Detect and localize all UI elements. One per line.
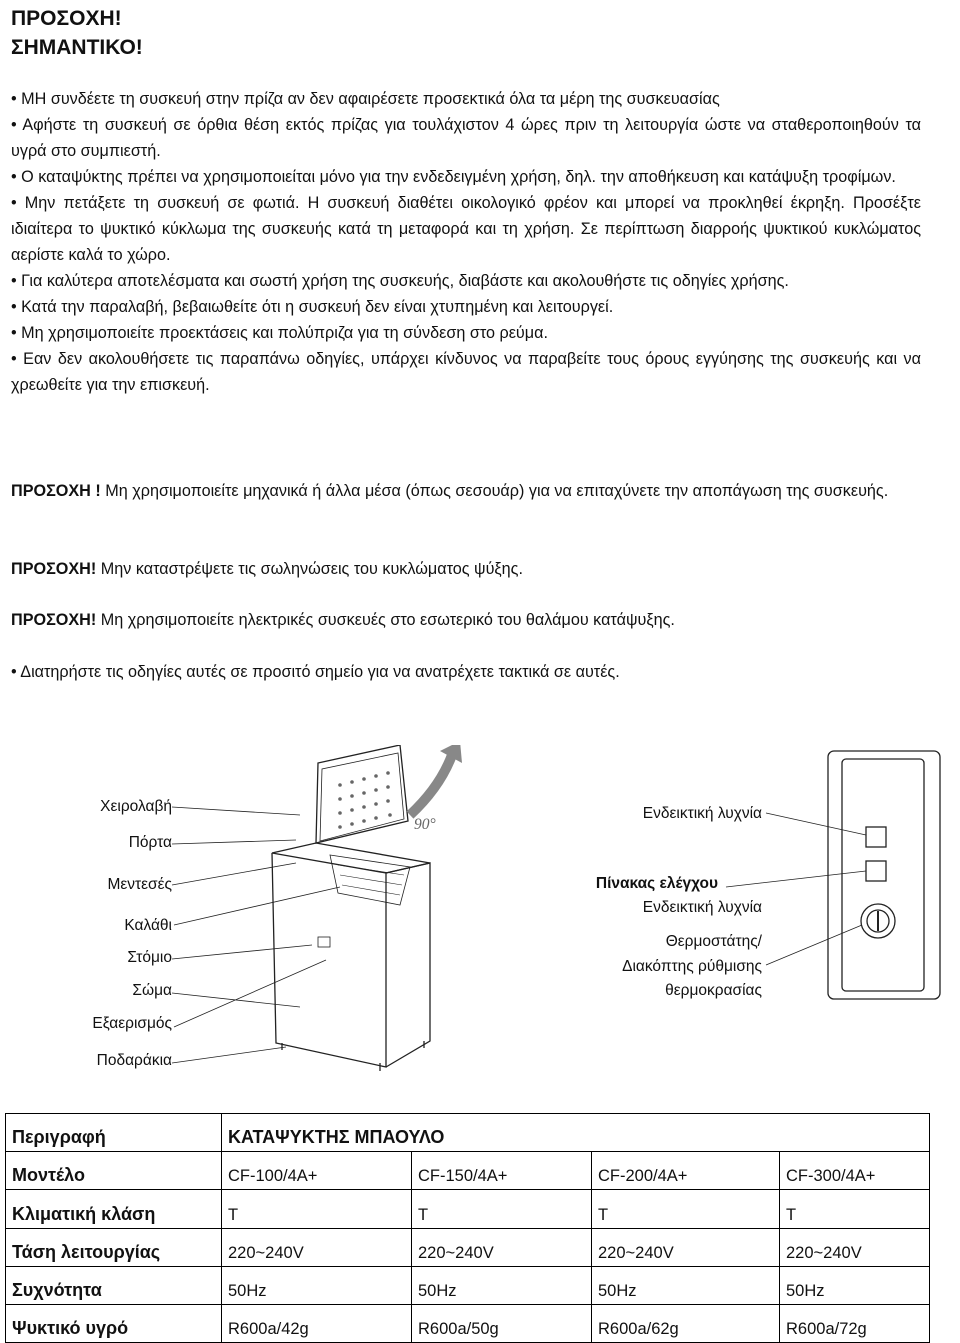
warning-label: ΠΡΟΣΟΧΗ! [11, 560, 97, 578]
bullet-item: • ΜΗ συνδέετε τη συσκευή στην πρίζα αν δεν αφαιρέσετε προσεκτικά όλα τα μέρη της συσκευασίας [11, 90, 720, 108]
label-thermostat-switch: Διακόπτης ρύθμισης [622, 958, 762, 975]
cell-value: 50Hz [780, 1266, 930, 1304]
bullet-item: • Κατά την παραλαβή, βεβαιωθείτε ότι η συσκευή δεν είναι χτυπημένη και λειτουργεί. [11, 298, 614, 316]
bullet-item: • Μη χρησιμοποιείτε προεκτάσεις και πολύπριζα για τη σύνδεση στο ρεύμα. [11, 324, 548, 342]
cell-value: 50Hz [222, 1266, 412, 1304]
label-control-panel: Πίνακας ελέγχου [595, 875, 718, 892]
title-line-important: ΣΗΜΑΝΤΙΚΟ! [11, 36, 143, 59]
label-basket: Καλάθι [124, 917, 172, 934]
table-row [6, 1304, 930, 1342]
cell-value: 220~240V [592, 1228, 780, 1266]
label-indicator-top: Ενδεικτική λυχνία [642, 805, 762, 822]
table-row [6, 1114, 930, 1152]
page-title [11, 4, 143, 62]
warning-electrical [11, 607, 921, 633]
angle-label: 90° [414, 816, 436, 833]
label-handle: Χειρολαβή [100, 798, 172, 815]
cell-value: 50Hz [412, 1266, 592, 1304]
cell-value: 220~240V [412, 1228, 592, 1266]
cell-value: T [412, 1190, 592, 1228]
table-row [6, 1152, 930, 1190]
cell-row-label: Τάση λειτουργίας [6, 1228, 222, 1266]
warning-text: Μην καταστρέψετε τις σωληνώσεις του κυκλώματος ψύξης. [96, 560, 523, 578]
cell-row-label: Ψυκτικό υγρό [6, 1304, 222, 1342]
cell-row-label: Κλιματική κλάση [6, 1190, 222, 1228]
label-thermostat: Θερμοστάτης/ [665, 933, 762, 950]
table-row [6, 1190, 930, 1228]
freezer-diagram [0, 745, 960, 1080]
bullet-list [11, 86, 921, 398]
warning-defrost [11, 478, 921, 504]
cell-value: R600a/50g [412, 1304, 592, 1342]
cell-value: R600a/42g [222, 1304, 412, 1342]
cell-value: T [592, 1190, 780, 1228]
warning-label: ΠΡΟΣΟΧΗ! [11, 611, 97, 629]
label-body: Σώμα [132, 982, 172, 999]
spec-table [5, 1113, 930, 1343]
bullet-item: • Μην πετάξετε τη συσκευή σε φωτιά. Η συσκευή διαθέτει οικολογικό φρέον και μπορεί να προκληθεί έκρηξη. Προσέξτε ιδιαίτερα το ψυκτικό κύκλωμα της συσκευής κατά τη μεταφορά και τη χρήση. Σε περίπτωση διαρροής ψυκτικού κυκλώματος αερίστε καλά το χώρο. [11, 194, 921, 264]
warning-pipes [11, 556, 921, 582]
label-vent: Εξαερισμός [92, 1015, 172, 1032]
bullet-item: • Αφήστε τη συσκευή σε όρθια θέση εκτός πρίζας για τουλάχιστον 4 ώρες πριν τη λειτουργία ώστε να σταθεροποιηθούν τα υγρά στο συμπιεστή. [11, 116, 921, 160]
warning-text: Μη χρησιμοποιείτε μηχανικά ή άλλα μέσα (όπως σεσουάρ) για να επιταχύνετε την αποπάγωση της συσκευής. [100, 482, 889, 500]
cell-value: 220~240V [222, 1228, 412, 1266]
cell-value: R600a/62g [592, 1304, 780, 1342]
table-row [6, 1266, 930, 1304]
cell-value: 220~240V [780, 1228, 930, 1266]
label-door: Πόρτα [128, 834, 172, 851]
label-drain: Στόμιο [127, 949, 172, 966]
cell-value: CF-300/4A+ [780, 1152, 930, 1190]
warning-label: ΠΡΟΣΟΧΗ ! [11, 482, 101, 500]
label-feet: Ποδαράκια [96, 1052, 172, 1069]
cell-value: CF-200/4A+ [592, 1152, 780, 1190]
cell-value: 50Hz [592, 1266, 780, 1304]
cell-row-label: Συχνότητα [6, 1266, 222, 1304]
cell-value: R600a/72g [780, 1304, 930, 1342]
label-thermostat-temp: θερμοκρασίας [665, 982, 762, 999]
warning-text: Μη χρησιμοποιείτε ηλεκτρικές συσκευές στο εσωτερικό του θαλάμου κατάψυξης. [96, 611, 675, 629]
cell-row-label: Μοντέλο [6, 1152, 222, 1190]
cell-value: CF-100/4A+ [222, 1152, 412, 1190]
cell-description-label: Περιγραφή [6, 1114, 222, 1152]
cell-value: T [780, 1190, 930, 1228]
bullet-item: • Ο καταψύκτης πρέπει να χρησιμοποιείται μόνο για την ενδεδειγμένη χρήση, δηλ. την αποθήκευση και κατάψυξη τροφίμων. [11, 168, 896, 186]
cell-value: T [222, 1190, 412, 1228]
label-indicator-bottom: Ενδεικτική λυχνία [642, 899, 762, 916]
title-line-warning: ΠΡΟΣΟΧΗ! [11, 7, 122, 30]
bullet-item: • Για καλύτερα αποτελέσματα και σωστή χρήση της συσκευής, διαβάστε και ακολουθήστε τις οδηγίες χρήσης. [11, 272, 789, 290]
table-row [6, 1228, 930, 1266]
label-hinge: Μεντεσές [107, 876, 172, 893]
cell-description-value: ΚΑΤΑΨΥΚΤΗΣ ΜΠΑΟΥΛΟ [222, 1114, 930, 1152]
cell-value: CF-150/4A+ [412, 1152, 592, 1190]
bullet-item: • Εαν δεν ακολουθήσετε τις παραπάνω οδηγίες, υπάρχει κίνδυνος να παραβείτε τους όρους εγγύησης της συσκευής και να χρεωθείτε για την επισκευή. [11, 350, 921, 394]
keep-instructions-note: • Διατηρήστε τις οδηγίες αυτές σε προσιτό σημείο για να ανατρέχετε τακτικά σε αυτές. [11, 663, 620, 681]
